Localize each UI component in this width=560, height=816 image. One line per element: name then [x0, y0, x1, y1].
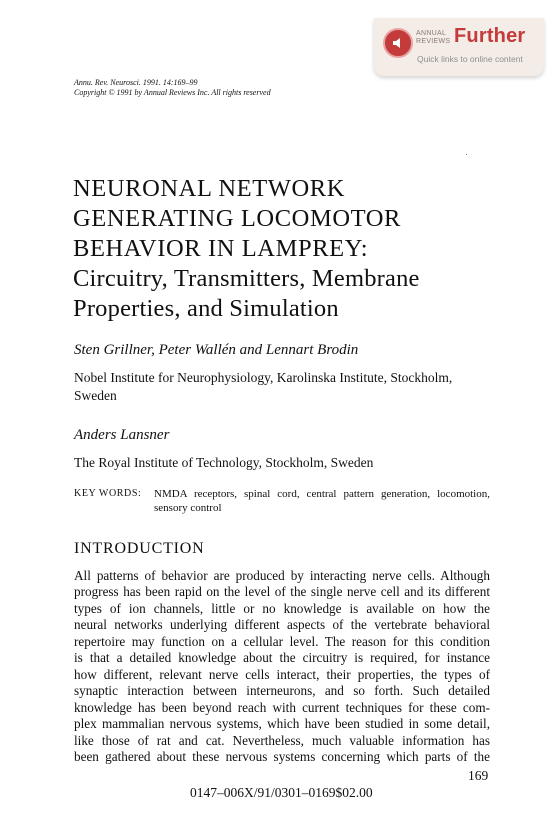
body-line: progress has been rapid on the level of the single nerve cell and its different — [74, 584, 490, 600]
section-heading: INTRODUCTION — [74, 540, 205, 557]
title-line: NEURONAL NETWORK — [73, 175, 346, 202]
body-line: how different, relevant nerve cells interact, their properties, the types of — [74, 666, 490, 682]
subtitle-line: Properties, and Simulation — [73, 295, 339, 322]
author-list: Anders Lansner — [74, 427, 170, 443]
body-line: is that a detailed knowledge about the circuitry is required, for instance — [74, 650, 490, 666]
page-number: 169 — [468, 768, 489, 783]
author-affiliation: The Royal Institute of Technology, Stockholm, Sweden — [74, 455, 374, 470]
title-line: BEHAVIOR IN LAMPREY: — [73, 235, 369, 262]
body-line: repertoire may function on a cellular level. The reason for this condition — [74, 633, 490, 649]
speaker-play-icon — [383, 28, 413, 58]
article-title — [73, 174, 493, 324]
introduction-body — [74, 568, 490, 765]
stray-mark — [466, 154, 467, 155]
keywords-text: NMDA receptors, spinal cord, central pattern generation, locomotion, sensory control — [154, 488, 490, 514]
annual-reviews-further-badge[interactable] — [374, 18, 544, 76]
citation-line: Annu. Rev. Neurosci. 1991. 14:169–99 — [74, 78, 198, 87]
keywords-label: KEY WORDS: — [74, 488, 142, 499]
body-line: plex mammalian nervous systems, which have been studied in some detail, — [74, 716, 490, 732]
body-line: been gathered about these nervous systems concerning which parts of the — [74, 748, 490, 764]
badge-subtitle: Quick links to online content — [417, 54, 523, 64]
badge-further-label: Further — [454, 25, 526, 47]
body-line: like those of rat and cat. Nevertheless, much valuable information has — [74, 732, 490, 748]
title-line: GENERATING LOCOMOTOR — [73, 205, 401, 232]
body-line: All patterns of behavior are produced by interacting nerve cells. Although — [74, 568, 490, 583]
badge-publisher-label: ANNUAL REVIEWS — [416, 30, 451, 45]
body-line: neural networks underlying different aspects of the vertebrate behavioral — [74, 617, 490, 633]
body-line: knowledge has been beyond reach with current techniques for these com- — [74, 699, 490, 715]
body-line: types of ion channels, little or no knowledge is available on how the — [74, 600, 490, 616]
author-affiliation: Nobel Institute for Neurophysiology, Karolinska Institute, Stockholm, Sweden — [74, 370, 453, 403]
author-list: Sten Grillner, Peter Wallén and Lennart Brodin — [74, 342, 359, 358]
body-line: synaptic interaction between interneurons, and so forth. Such detailed — [74, 683, 490, 699]
publication-code: 0147–006X/91/0301–0169$02.00 — [190, 785, 373, 800]
subtitle-line: Circuitry, Transmitters, Membrane — [73, 265, 420, 292]
copyright-line: Copyright © 1991 by Annual Reviews Inc. All rights reserved — [74, 88, 271, 97]
journal-citation — [74, 78, 271, 98]
